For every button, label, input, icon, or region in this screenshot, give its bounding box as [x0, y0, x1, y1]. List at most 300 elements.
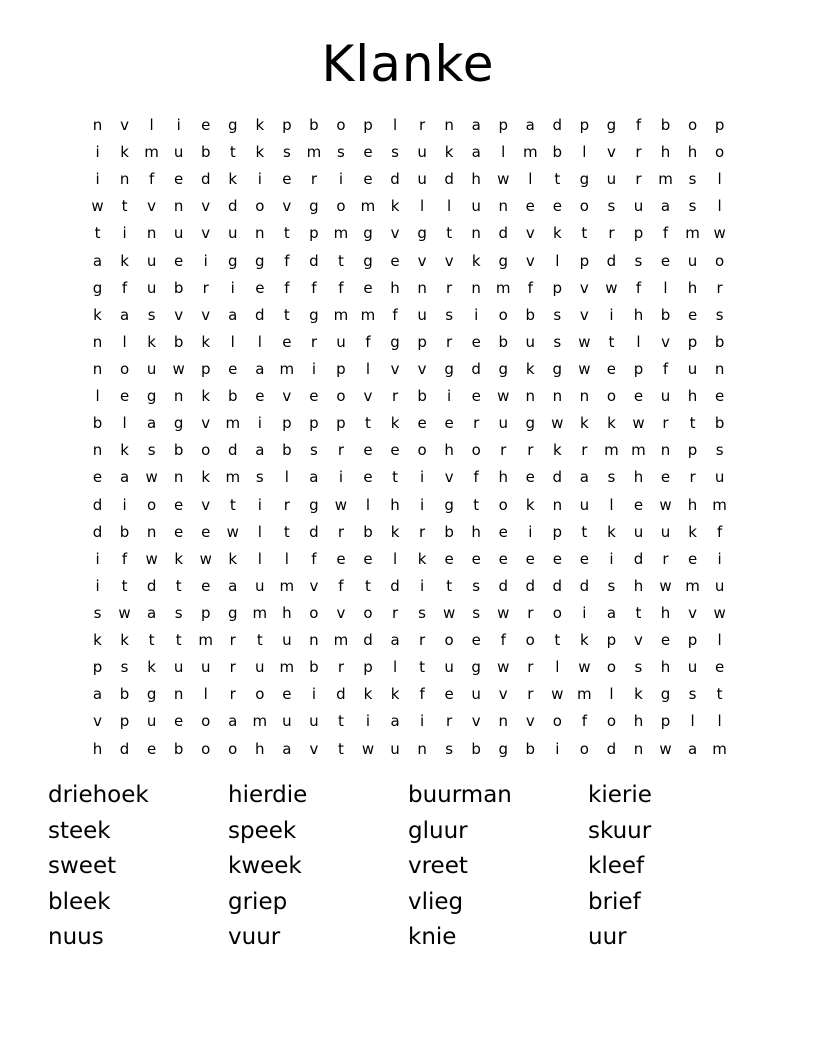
- grid-letter: n: [146, 522, 157, 541]
- grid-letter: e: [174, 495, 184, 514]
- grid-letter: h: [92, 739, 103, 758]
- grid-letter: l: [501, 143, 506, 162]
- grid-letter: v: [417, 251, 427, 270]
- grid-letter: g: [255, 251, 265, 270]
- grid-letter: h: [471, 522, 481, 541]
- grid-letter: o: [606, 712, 616, 731]
- grid-letter: i: [122, 224, 127, 243]
- grid-letter: s: [174, 603, 183, 622]
- grid-letter: d: [552, 576, 563, 595]
- grid-letter: l: [122, 414, 127, 433]
- grid-letter: w: [497, 387, 510, 406]
- grid-letter: u: [471, 197, 481, 216]
- grid-letter: s: [607, 576, 616, 595]
- grid-letter: f: [392, 305, 398, 324]
- grid-letter: w: [659, 739, 672, 758]
- grid-letter: r: [689, 468, 696, 487]
- grid-letter: t: [256, 631, 263, 650]
- grid-letter: t: [689, 414, 696, 433]
- word-bank-item: skuur: [588, 817, 652, 844]
- grid-letter: w: [551, 414, 564, 433]
- word-bank-item: buurman: [408, 782, 512, 808]
- grid-letter: d: [363, 631, 373, 650]
- word-bank-item: vreet: [408, 853, 468, 879]
- grid-letter: e: [255, 278, 265, 297]
- grid-letter: v: [688, 603, 697, 622]
- grid-letter: h: [633, 576, 644, 595]
- grid-letter: v: [201, 414, 211, 433]
- grid-letter: p: [282, 116, 292, 134]
- grid-letter: r: [635, 143, 642, 162]
- grid-letter: e: [174, 170, 184, 189]
- grid-letter: d: [390, 170, 400, 189]
- grid-letter: f: [311, 278, 317, 297]
- grid-letter: v: [471, 712, 481, 731]
- grid-letter: o: [119, 359, 130, 378]
- word-bank-item: brief: [588, 888, 641, 915]
- grid-letter: w: [199, 549, 212, 568]
- grid-letter: d: [525, 576, 536, 595]
- grid-letter: u: [660, 387, 671, 406]
- grid-letter: n: [417, 739, 427, 758]
- grid-letter: a: [255, 359, 265, 378]
- grid-letter: k: [471, 251, 481, 270]
- grid-letter: s: [147, 305, 156, 324]
- grid-letter: n: [92, 441, 103, 460]
- grid-letter: n: [660, 441, 671, 460]
- grid-letter: b: [714, 414, 725, 433]
- grid-letter: l: [122, 332, 127, 351]
- grid-letter: r: [283, 495, 290, 514]
- grid-letter: s: [553, 305, 562, 324]
- grid-letter: v: [336, 603, 346, 622]
- grid-letter: s: [93, 603, 102, 622]
- grid-letter: k: [201, 332, 211, 351]
- grid-letter: f: [365, 332, 371, 351]
- grid-letter: p: [552, 522, 563, 541]
- grid-letter: m: [333, 631, 349, 650]
- grid-letter: d: [92, 495, 103, 514]
- grid-letter: w: [118, 603, 131, 622]
- grid-letter: n: [173, 685, 184, 704]
- grid-letter: a: [471, 116, 481, 134]
- grid-letter: o: [715, 251, 725, 270]
- grid-letter: h: [444, 441, 454, 460]
- grid-letter: m: [225, 414, 241, 433]
- word-bank-item: steek: [48, 817, 111, 844]
- grid-letter: l: [257, 549, 262, 568]
- grid-letter: r: [581, 441, 588, 460]
- grid-letter: n: [92, 116, 103, 134]
- grid-letter: i: [609, 305, 614, 324]
- grid-letter: f: [284, 278, 290, 297]
- grid-letter: i: [420, 576, 425, 595]
- grid-letter: i: [474, 305, 479, 324]
- grid-letter: o: [444, 631, 454, 650]
- grid-letter: s: [391, 143, 399, 162]
- grid-letter: g: [390, 332, 400, 351]
- grid-letter: i: [447, 387, 452, 406]
- grid-letter: l: [365, 359, 371, 378]
- grid-letter: e: [363, 170, 373, 189]
- grid-letter: i: [95, 576, 100, 595]
- grid-letter: e: [174, 251, 184, 270]
- grid-letter: t: [338, 739, 344, 758]
- grid-letter: e: [687, 549, 698, 568]
- grid-letter: f: [311, 549, 317, 568]
- grid-letter: p: [309, 414, 319, 433]
- word-bank-item: bleek: [48, 888, 111, 915]
- grid-letter: e: [660, 468, 671, 487]
- grid-letter: g: [146, 685, 157, 704]
- grid-letter: i: [95, 170, 100, 189]
- grid-letter: r: [229, 631, 236, 650]
- grid-letter: w: [172, 359, 185, 378]
- grid-letter: l: [528, 170, 533, 189]
- grid-letter: u: [146, 359, 157, 378]
- grid-letter: s: [553, 332, 562, 351]
- grid-letter: p: [552, 278, 563, 297]
- grid-letter: u: [336, 332, 346, 351]
- grid-letter: h: [660, 658, 671, 677]
- grid-letter: k: [552, 224, 562, 243]
- grid-letter: k: [390, 414, 400, 433]
- grid-letter: e: [633, 387, 644, 406]
- grid-letter: h: [390, 278, 400, 297]
- grid-letter: t: [473, 495, 480, 514]
- grid-letter: s: [472, 603, 481, 622]
- grid-letter: l: [95, 387, 100, 406]
- grid-letter: l: [284, 468, 289, 487]
- grid-letter: o: [471, 441, 481, 460]
- grid-letter: g: [227, 251, 238, 270]
- grid-letter: g: [444, 495, 454, 514]
- grid-letter: d: [498, 576, 508, 595]
- grid-letter: k: [688, 522, 697, 541]
- grid-letter: d: [146, 576, 157, 595]
- grid-letter: e: [579, 549, 589, 568]
- grid-letter: m: [495, 278, 511, 297]
- grid-letter: w: [497, 658, 510, 677]
- grid-letter: e: [201, 522, 211, 541]
- grid-letter: w: [145, 549, 158, 568]
- grid-letter: b: [525, 305, 536, 324]
- grid-letter: b: [363, 522, 373, 541]
- grid-letter: u: [525, 332, 536, 351]
- grid-letter: p: [633, 224, 644, 243]
- grid-letter: i: [338, 468, 344, 487]
- grid-letter: e: [147, 739, 157, 758]
- grid-letter: g: [309, 495, 319, 514]
- grid-letter: o: [525, 631, 535, 650]
- grid-letter: k: [525, 359, 535, 378]
- grid-letter: k: [201, 468, 211, 487]
- grid-letter: k: [552, 441, 562, 460]
- grid-letter: a: [228, 576, 238, 595]
- page-title: Klanke: [321, 35, 495, 93]
- grid-letter: b: [714, 332, 725, 351]
- grid-letter: l: [555, 251, 560, 270]
- grid-letter: n: [498, 712, 508, 731]
- grid-letter: w: [334, 495, 348, 514]
- grid-letter: w: [442, 603, 456, 622]
- grid-letter: e: [228, 359, 238, 378]
- grid-letter: k: [363, 685, 373, 704]
- grid-letter: l: [392, 116, 398, 134]
- grid-letter: l: [284, 549, 289, 568]
- grid-letter: p: [363, 658, 373, 677]
- grid-letter: w: [713, 603, 726, 622]
- grid-letter: f: [148, 170, 155, 189]
- word-bank-item: sweet: [48, 853, 117, 879]
- grid-letter: n: [471, 224, 481, 243]
- grid-letter: g: [227, 603, 238, 622]
- grid-letter: i: [311, 685, 316, 704]
- grid-letter: l: [609, 495, 614, 514]
- grid-letter: o: [336, 197, 346, 216]
- grid-letter: o: [552, 712, 562, 731]
- word-bank-item: speek: [228, 817, 297, 844]
- grid-letter: s: [418, 603, 426, 622]
- grid-letter: v: [444, 468, 454, 487]
- grid-letter: v: [525, 251, 535, 270]
- grid-letter: r: [527, 441, 534, 460]
- grid-letter: i: [555, 739, 560, 758]
- grid-letter: w: [578, 658, 591, 677]
- grid-letter: k: [147, 332, 156, 351]
- grid-letter: m: [658, 170, 673, 189]
- grid-letter: a: [119, 305, 130, 324]
- grid-letter: l: [582, 143, 587, 162]
- grid-letter: s: [634, 658, 643, 677]
- grid-letter: d: [552, 468, 563, 487]
- grid-letter: a: [119, 468, 130, 487]
- grid-letter: u: [714, 576, 725, 595]
- grid-letter: e: [201, 576, 211, 595]
- grid-letter: u: [309, 712, 319, 731]
- grid-letter: e: [525, 468, 535, 487]
- grid-letter: a: [660, 197, 671, 216]
- grid-letter: s: [688, 685, 697, 704]
- grid-letter: p: [579, 116, 590, 134]
- grid-letter: r: [527, 603, 534, 622]
- grid-letter: m: [360, 305, 376, 324]
- grid-letter: m: [279, 359, 295, 378]
- grid-letter: e: [552, 549, 562, 568]
- grid-letter: p: [579, 251, 590, 270]
- grid-letter: s: [255, 468, 264, 487]
- grid-letter: e: [606, 359, 617, 378]
- grid-letter: r: [662, 414, 669, 433]
- grid-letter: k: [255, 116, 265, 134]
- grid-letter: o: [606, 387, 616, 406]
- grid-letter: t: [338, 251, 344, 270]
- grid-letter: a: [228, 712, 238, 731]
- grid-letter: r: [229, 685, 236, 704]
- grid-letter: u: [579, 495, 590, 514]
- grid-letter: e: [444, 549, 454, 568]
- grid-letter: a: [255, 441, 265, 460]
- grid-letter: u: [146, 712, 157, 731]
- grid-letter: k: [120, 143, 129, 162]
- grid-letter: l: [420, 197, 425, 216]
- grid-letter: f: [473, 468, 479, 487]
- word-bank-item: uur: [588, 924, 627, 950]
- grid-letter: m: [685, 224, 700, 243]
- word-bank-item: griep: [228, 888, 288, 915]
- grid-letter: i: [176, 116, 181, 134]
- grid-letter: h: [471, 170, 481, 189]
- grid-letter: s: [472, 576, 481, 595]
- grid-letter: l: [717, 170, 722, 189]
- grid-letter: p: [687, 441, 698, 460]
- grid-letter: t: [554, 170, 561, 189]
- grid-letter: t: [716, 685, 723, 704]
- grid-letter: l: [717, 197, 722, 216]
- grid-letter: u: [173, 224, 184, 243]
- grid-letter: t: [446, 576, 453, 595]
- grid-letter: v: [363, 387, 373, 406]
- grid-letter: u: [255, 658, 265, 677]
- grid-letter: m: [333, 305, 349, 324]
- grid-letter: k: [580, 414, 589, 433]
- grid-letter: n: [173, 387, 184, 406]
- grid-letter: u: [417, 305, 427, 324]
- grid-letter: m: [631, 441, 646, 460]
- grid-letter: f: [716, 522, 723, 541]
- grid-letter: e: [444, 685, 454, 704]
- grid-letter: s: [309, 441, 318, 460]
- grid-letter: p: [687, 332, 698, 351]
- grid-letter: w: [361, 739, 375, 758]
- grid-letter: k: [255, 143, 265, 162]
- grid-letter: a: [390, 631, 400, 650]
- grid-letter: m: [279, 576, 295, 595]
- grid-letter: v: [661, 332, 670, 351]
- grid-letter: h: [687, 278, 698, 297]
- grid-letter: e: [471, 332, 481, 351]
- grid-letter: e: [660, 251, 671, 270]
- word-bank-item: kleef: [588, 853, 645, 879]
- grid-letter: u: [687, 658, 698, 677]
- grid-letter: g: [660, 685, 671, 704]
- grid-letter: i: [717, 549, 722, 568]
- grid-letter: a: [525, 116, 535, 134]
- grid-letter: o: [579, 197, 589, 216]
- grid-letter: r: [391, 603, 399, 622]
- grid-letter: e: [660, 631, 671, 650]
- grid-letter: e: [552, 197, 562, 216]
- grid-letter: l: [257, 332, 262, 351]
- grid-letter: h: [498, 468, 508, 487]
- grid-letter: t: [608, 332, 615, 351]
- grid-letter: u: [200, 658, 211, 677]
- grid-letter: u: [606, 170, 617, 189]
- grid-letter: l: [257, 522, 262, 541]
- grid-letter: h: [390, 495, 400, 514]
- grid-letter: d: [552, 116, 563, 134]
- grid-letter: u: [660, 522, 671, 541]
- grid-letter: l: [203, 685, 208, 704]
- grid-letter: h: [282, 603, 292, 622]
- grid-letter: t: [148, 631, 155, 650]
- grid-letter: u: [228, 224, 238, 243]
- grid-letter: w: [226, 522, 239, 541]
- grid-letter: t: [365, 414, 371, 433]
- grid-letter: f: [338, 278, 344, 297]
- grid-letter: d: [444, 170, 454, 189]
- grid-letter: l: [447, 197, 452, 216]
- grid-letter: k: [390, 522, 400, 541]
- grid-letter: e: [633, 495, 644, 514]
- grid-letter: k: [120, 631, 129, 650]
- grid-letter: n: [92, 359, 103, 378]
- grid-letter: s: [147, 441, 156, 460]
- grid-letter: o: [552, 603, 562, 622]
- grid-letter: b: [119, 522, 130, 541]
- grid-letter: s: [445, 305, 454, 324]
- grid-letter: r: [391, 387, 399, 406]
- grid-letter: a: [309, 468, 319, 487]
- grid-letter: n: [255, 224, 265, 243]
- grid-letter: e: [714, 658, 725, 677]
- grid-letter: l: [717, 712, 722, 731]
- grid-letter: n: [309, 631, 319, 650]
- grid-letter: m: [279, 658, 295, 677]
- grid-letter: e: [119, 387, 130, 406]
- grid-letter: l: [609, 685, 614, 704]
- grid-letter: d: [606, 251, 617, 270]
- word-bank-item: nuus: [48, 924, 104, 950]
- grid-letter: o: [147, 495, 157, 514]
- grid-letter: u: [282, 631, 292, 650]
- grid-letter: d: [633, 549, 644, 568]
- grid-letter: u: [714, 468, 725, 487]
- grid-letter: v: [201, 224, 211, 243]
- grid-letter: e: [498, 522, 508, 541]
- grid-letter: h: [687, 495, 698, 514]
- grid-letter: w: [632, 414, 645, 433]
- grid-letter: k: [390, 197, 400, 216]
- grid-letter: d: [309, 522, 319, 541]
- grid-letter: o: [228, 739, 238, 758]
- grid-letter: d: [309, 251, 319, 270]
- grid-letter: e: [336, 549, 346, 568]
- grid-letter: v: [579, 305, 589, 324]
- grid-letter: v: [634, 631, 643, 650]
- grid-letter: s: [337, 143, 345, 162]
- grid-letter: t: [392, 468, 398, 487]
- grid-letter: b: [471, 739, 481, 758]
- grid-letter: d: [200, 170, 211, 189]
- grid-letter: e: [363, 549, 373, 568]
- grid-letter: b: [417, 387, 427, 406]
- grid-letter: h: [633, 305, 644, 324]
- grid-letter: b: [173, 739, 184, 758]
- grid-letter: a: [471, 143, 481, 162]
- grid-letter: e: [363, 143, 373, 162]
- grid-letter: g: [309, 305, 319, 324]
- grid-letter: h: [660, 603, 671, 622]
- grid-letter: o: [309, 603, 319, 622]
- grid-letter: b: [660, 305, 671, 324]
- grid-letter: k: [444, 143, 454, 162]
- grid-letter: i: [420, 712, 425, 731]
- grid-letter: e: [390, 251, 400, 270]
- grid-letter: a: [147, 603, 157, 622]
- grid-letter: t: [229, 143, 236, 162]
- grid-letter: n: [146, 224, 157, 243]
